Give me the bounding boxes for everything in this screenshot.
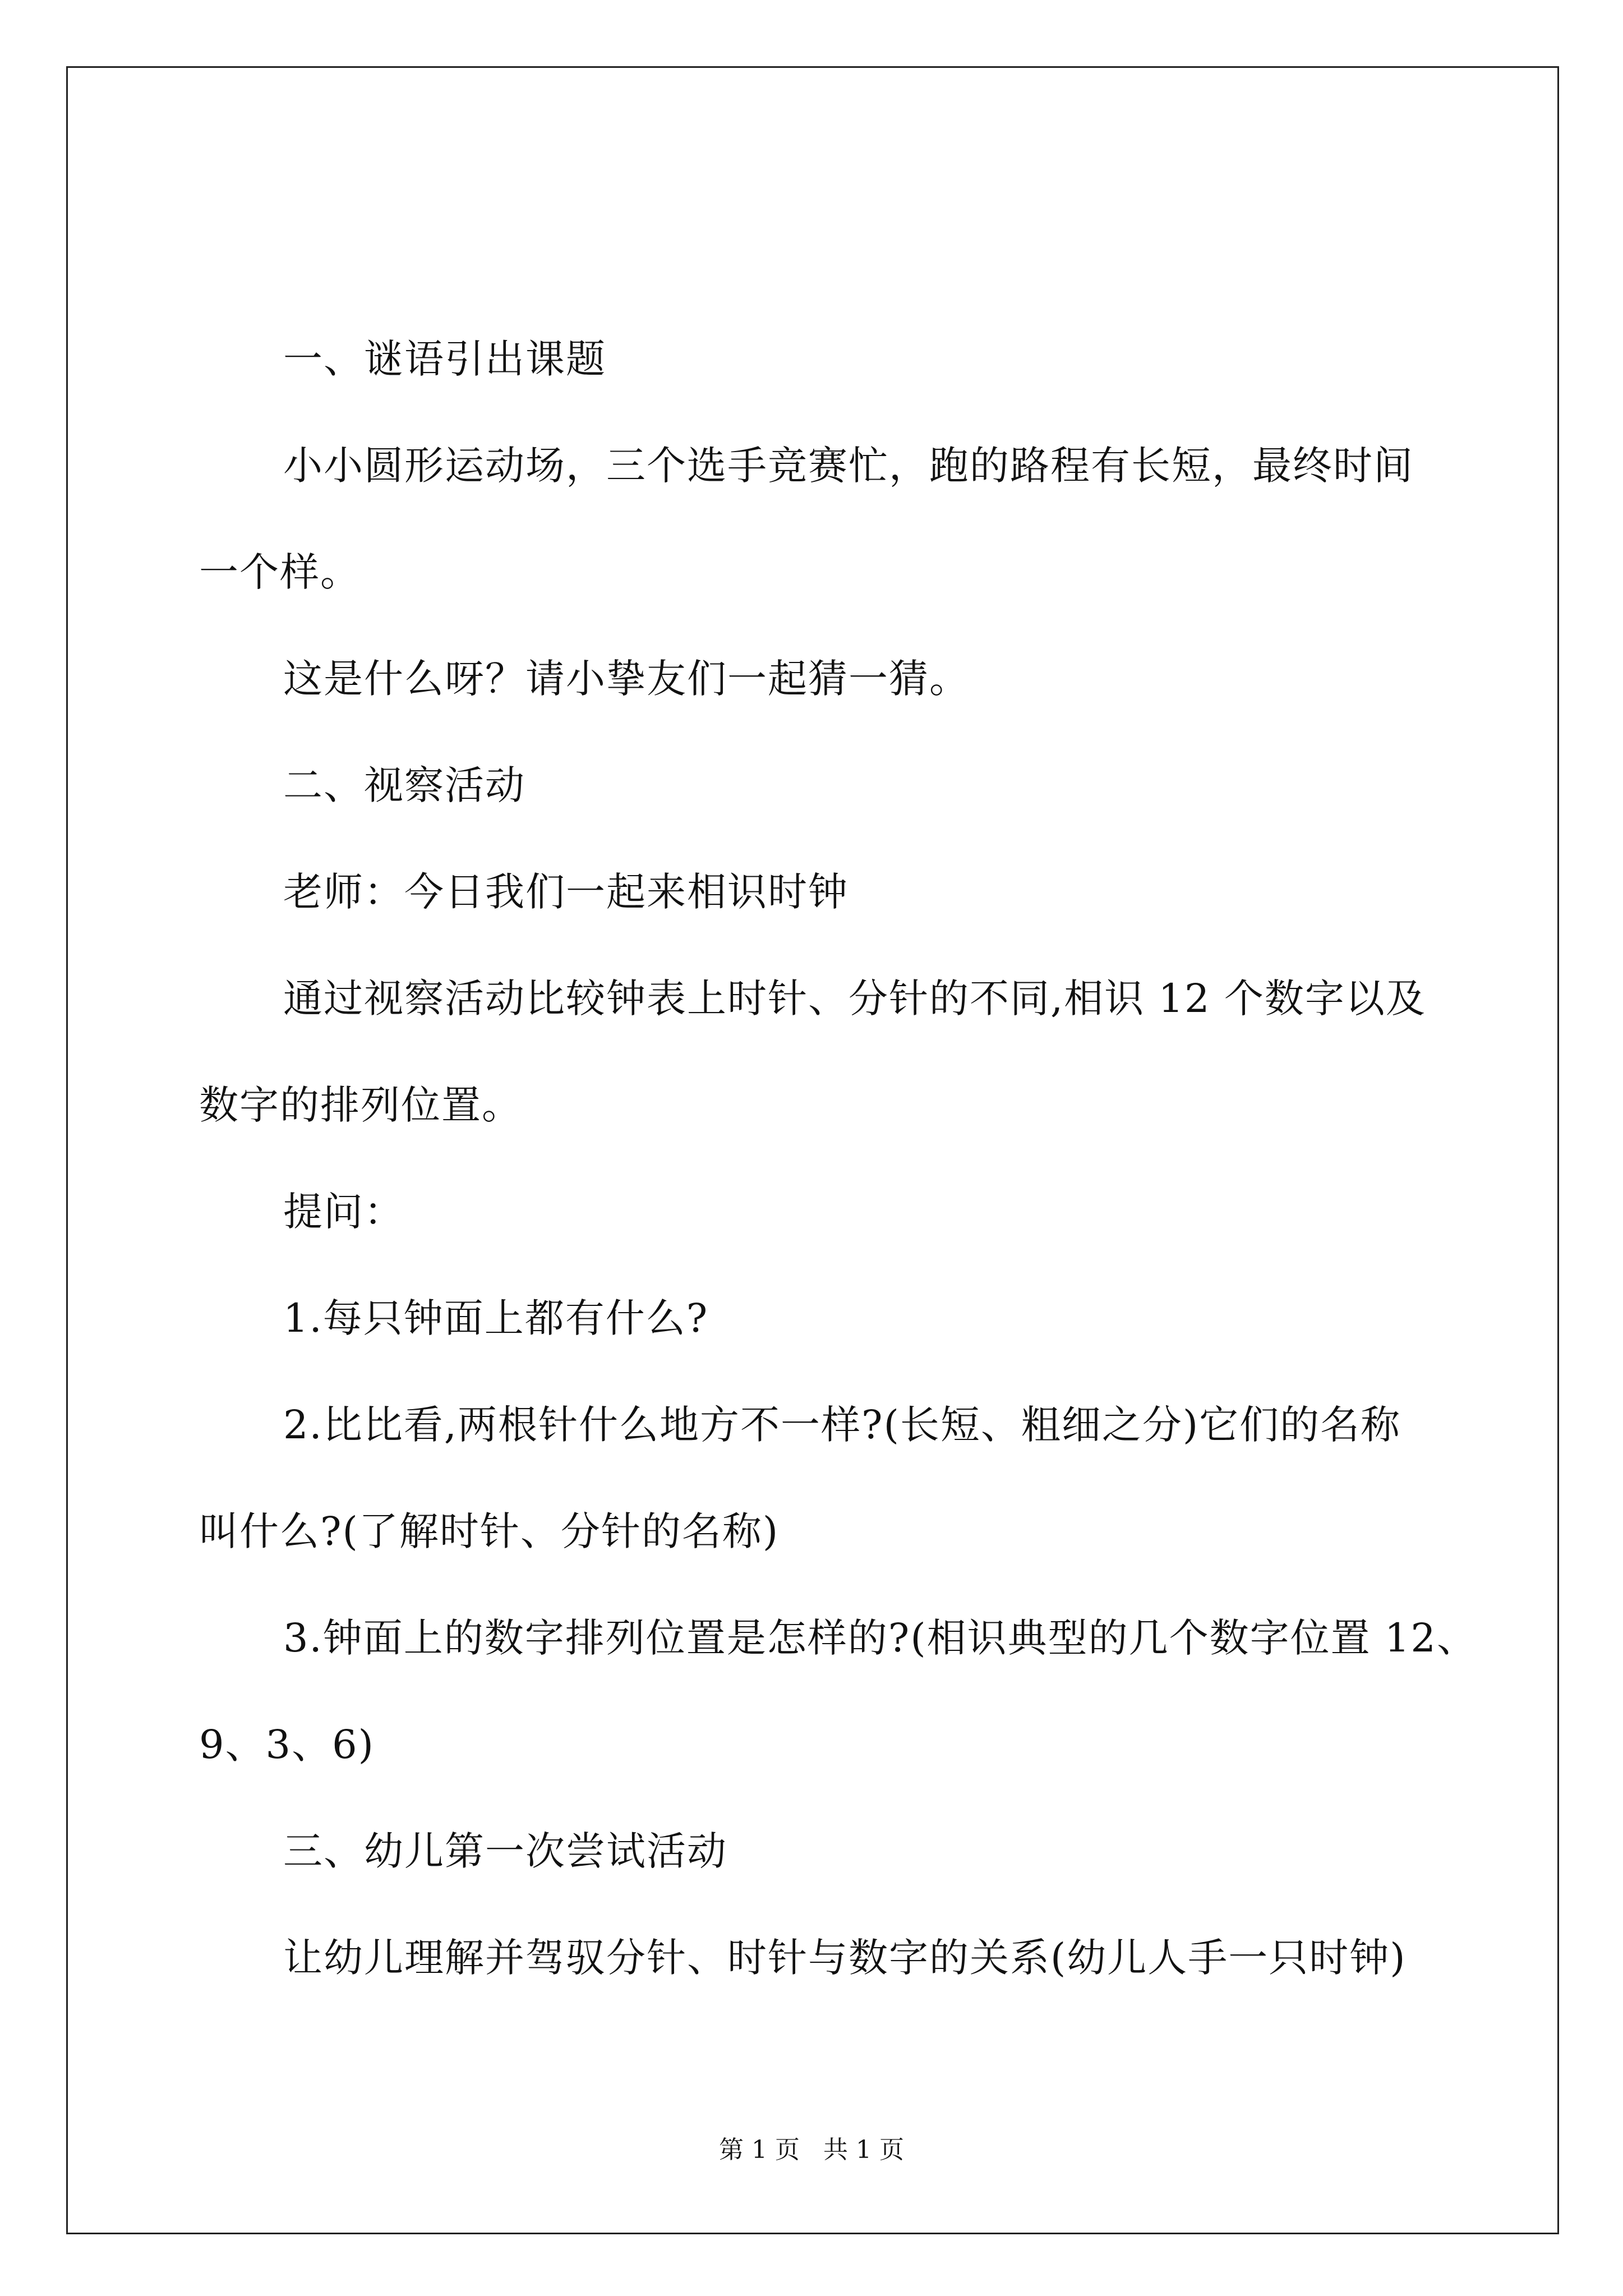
question-item: 3.钟面上的数字排列位置是怎样的?(相识典型的几个数字位置 12、	[283, 1615, 1477, 1661]
question-item: 1.每只钟面上都有什么?	[283, 1295, 709, 1341]
paragraph-line: 叫什么?(了解时针、分针的名称)	[199, 1508, 780, 1554]
paragraph-line: 老师：今日我们一起来相识时钟	[283, 869, 849, 915]
paragraph-line: 提问：	[283, 1189, 404, 1235]
page-border	[66, 66, 1559, 2234]
paragraph-line: 通过视察活动比较钟表上时针、分针的不同,相识 12 个数字以及	[283, 976, 1426, 1022]
paragraph-line: 这是什么呀？请小挚友们一起猜一猜。	[283, 656, 970, 702]
page-footer: 第 1 页 共 1 页	[719, 2136, 904, 2164]
paragraph-line: 让幼儿理解并驾驭分针、时针与数字的关系(幼儿人手一只时钟)	[283, 1935, 1407, 1981]
paragraph-line: 9、3、6)	[199, 1722, 375, 1768]
paragraph-line: 数字的排列位置。	[199, 1082, 522, 1128]
paragraph-line: 一个样。	[199, 549, 361, 595]
section-heading-2: 二、视察活动	[283, 762, 525, 808]
question-item: 2.比比看,两根针什么地方不一样?(长短、粗细之分)它们的名称	[283, 1402, 1401, 1448]
paragraph-line: 小小圆形运动场，三个选手竞赛忙，跑的路程有长短，最终时间	[283, 443, 1414, 489]
section-heading-3: 三、幼儿第一次尝试活动	[283, 1828, 727, 1874]
section-heading-1: 一、谜语引出课题	[283, 336, 606, 382]
